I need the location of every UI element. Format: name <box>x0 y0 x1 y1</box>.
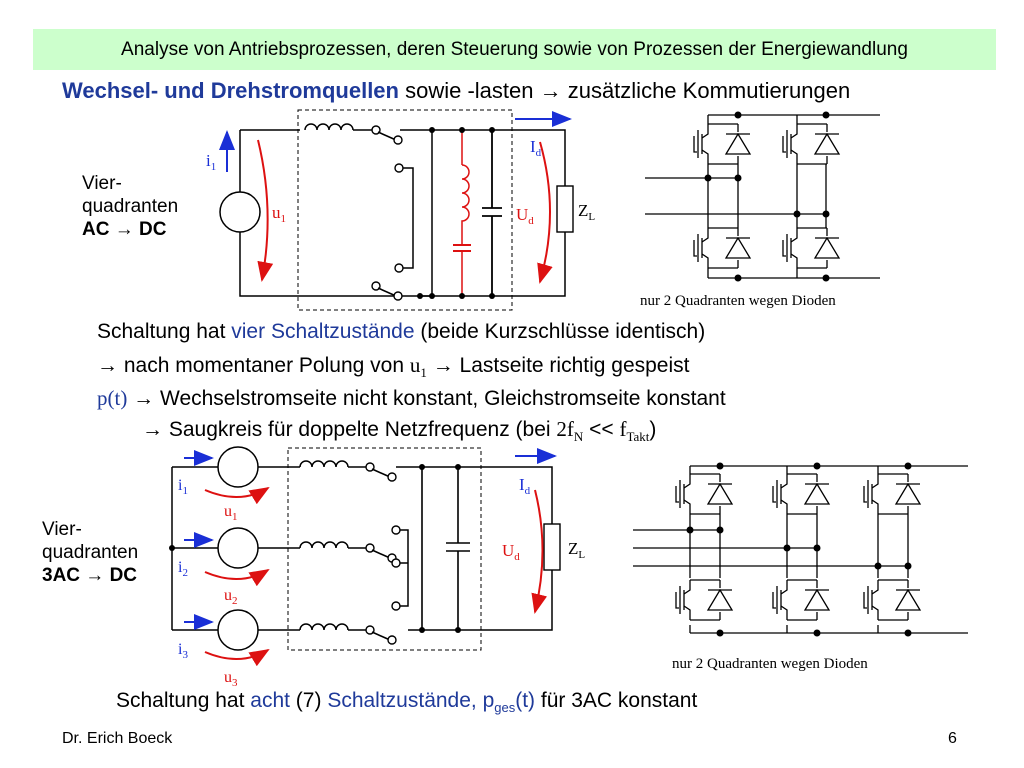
switch-icon <box>372 126 402 144</box>
svg-text:Ud <box>502 541 520 563</box>
text-span: Schaltung hat <box>97 320 232 343</box>
text-span: (beide Kurzschlüsse identisch) <box>414 320 706 343</box>
header-title: Analyse von Antriebsprozessen, deren Steuerung sowie von Prozessen der Energiewandlung <box>121 39 908 60</box>
svg-text:Id <box>519 475 531 497</box>
footer-author: Dr. Erich Boeck <box>62 730 173 747</box>
text-span: (7) <box>289 689 328 712</box>
i-sub: 1 <box>210 161 217 173</box>
svg-text:i3 <box>178 641 188 661</box>
text-var: p(t) <box>97 386 128 410</box>
diagram2-3ac-circuit <box>169 447 585 689</box>
label-line: quadranten <box>82 196 179 217</box>
i1-sub: 1 <box>182 485 188 497</box>
inductor-icon <box>300 542 348 548</box>
text-var: u <box>409 353 421 377</box>
voltage-arrow-icon <box>205 570 268 579</box>
svg-text:ZL <box>578 201 595 223</box>
svg-text:ZL <box>568 539 585 561</box>
text-span: → Saugkreis für doppelte Netzfrequenz (bei <box>142 418 557 441</box>
switch-icon <box>366 544 396 562</box>
igbt-diode-icon <box>864 580 920 620</box>
diagram1-bridge <box>640 112 880 310</box>
text-span: für 3AC konstant <box>535 689 698 712</box>
id-label: I <box>519 475 525 494</box>
switch-icon <box>366 463 396 481</box>
id-label: I <box>530 137 536 156</box>
inductor-icon <box>305 124 353 130</box>
dc-voltage-arrow-icon <box>535 490 543 612</box>
converter-boundary <box>288 448 481 650</box>
text-sub: 1 <box>420 365 427 381</box>
ud-label: U <box>502 541 515 560</box>
u-sub: 1 <box>280 213 286 225</box>
igbt-diode-icon <box>676 580 732 620</box>
text-span: << <box>583 418 620 441</box>
inductor-icon <box>300 624 348 630</box>
i1-label: i <box>178 477 183 494</box>
inductor-icon <box>300 461 348 467</box>
u1-label: u <box>224 503 232 520</box>
igbt-diode-icon <box>694 124 750 164</box>
u2-sub: 2 <box>232 595 238 607</box>
svg-text:i1 <box>206 151 216 173</box>
label-line: Vier- <box>42 519 82 540</box>
zl-sub: L <box>588 211 596 223</box>
ac-source-icon <box>220 192 260 232</box>
switch-icon <box>372 282 402 300</box>
dc-voltage-arrow-icon <box>540 142 550 282</box>
suction-inductor-icon <box>462 165 469 240</box>
label-line: 3AC → DC <box>42 565 138 586</box>
id-sub: d <box>524 485 531 497</box>
igbt-diode-icon <box>694 228 750 268</box>
u2-label: u <box>224 587 232 604</box>
label-line: Vier- <box>82 173 122 194</box>
voltage-arrow-icon <box>205 488 268 497</box>
text-span: → Lastseite richtig gespeist <box>426 354 690 377</box>
ac-source-icon <box>218 528 258 568</box>
igbt-diode-icon <box>773 474 829 514</box>
ud-label: U <box>516 205 529 224</box>
voltage-arrow-icon <box>205 650 268 659</box>
igbt-diode-icon <box>773 580 829 620</box>
svg-text:Id <box>530 137 542 159</box>
igbt-diode-icon <box>864 474 920 514</box>
source-wires <box>240 130 432 296</box>
zl-label: Z <box>578 201 589 220</box>
i3-label: i <box>178 641 183 658</box>
diagram1-ac-source-circuit <box>206 110 595 310</box>
label-line: quadranten <box>42 542 139 563</box>
text-sub: N <box>573 429 584 445</box>
suction-capacitor-icon <box>453 245 471 251</box>
diagram2-bridge <box>633 463 968 673</box>
dc-capacitor-icon <box>482 130 502 296</box>
text-highlight: Schaltzustände, p <box>327 689 495 712</box>
text-span: → nach momentaner Polung von <box>97 354 410 377</box>
svg-text:u1 <box>224 503 238 523</box>
zl-sub: L <box>578 549 586 561</box>
switch-icon <box>366 626 396 644</box>
ud-sub: d <box>514 551 520 563</box>
text-highlight: acht <box>250 689 290 712</box>
svg-text:Ud <box>516 205 534 227</box>
text-span: ) <box>649 418 657 441</box>
i2-label: i <box>178 559 183 576</box>
svg-text:i2 <box>178 559 188 579</box>
subtitle-rest: sowie -lasten → zusätzliche Kommutierungen <box>398 78 851 103</box>
ac-source-icon <box>218 610 258 650</box>
zl-label: Z <box>568 539 579 558</box>
svg-text:u1 <box>272 203 286 225</box>
text-highlight: vier Schaltzustände <box>231 320 415 343</box>
text-span: → Wechselstromseite nicht konstant, Gleichstromseite konstant <box>127 387 726 410</box>
u3-label: u <box>224 669 232 686</box>
text-var: 2f <box>556 417 574 441</box>
u1-sub: 1 <box>232 511 238 523</box>
text-highlight: (t) <box>515 689 536 712</box>
i3-sub: 3 <box>182 649 188 661</box>
text-sub: ges <box>494 700 516 716</box>
load-impedance-icon <box>557 186 573 232</box>
text-sub: Takt <box>626 429 650 445</box>
i-label: i <box>206 151 211 170</box>
i2-sub: 2 <box>182 567 188 579</box>
id-sub: d <box>535 147 542 159</box>
label-line: AC → DC <box>82 219 167 240</box>
text-span: Schaltung hat <box>116 689 251 712</box>
subtitle-highlight: Wechsel- und Drehstromquellen <box>62 78 399 103</box>
ac-source-icon <box>218 447 258 487</box>
igbt-diode-icon <box>783 124 839 164</box>
svg-text:u2 <box>224 587 238 607</box>
text-var: f <box>619 417 627 441</box>
converter-boundary <box>298 110 512 310</box>
svg-text:i1 <box>178 477 188 497</box>
igbt-diode-icon <box>676 474 732 514</box>
u-label: u <box>272 203 281 222</box>
svg-text:u3 <box>224 669 238 689</box>
u3-sub: 3 <box>232 677 238 689</box>
igbt-diode-icon <box>783 228 839 268</box>
ud-sub: d <box>528 215 534 227</box>
bridge-caption: nur 2 Quadranten wegen Dioden <box>640 293 836 309</box>
footer-page-number: 6 <box>948 730 957 747</box>
load-impedance-icon <box>544 524 560 570</box>
bridge-caption: nur 2 Quadranten wegen Dioden <box>672 656 868 672</box>
